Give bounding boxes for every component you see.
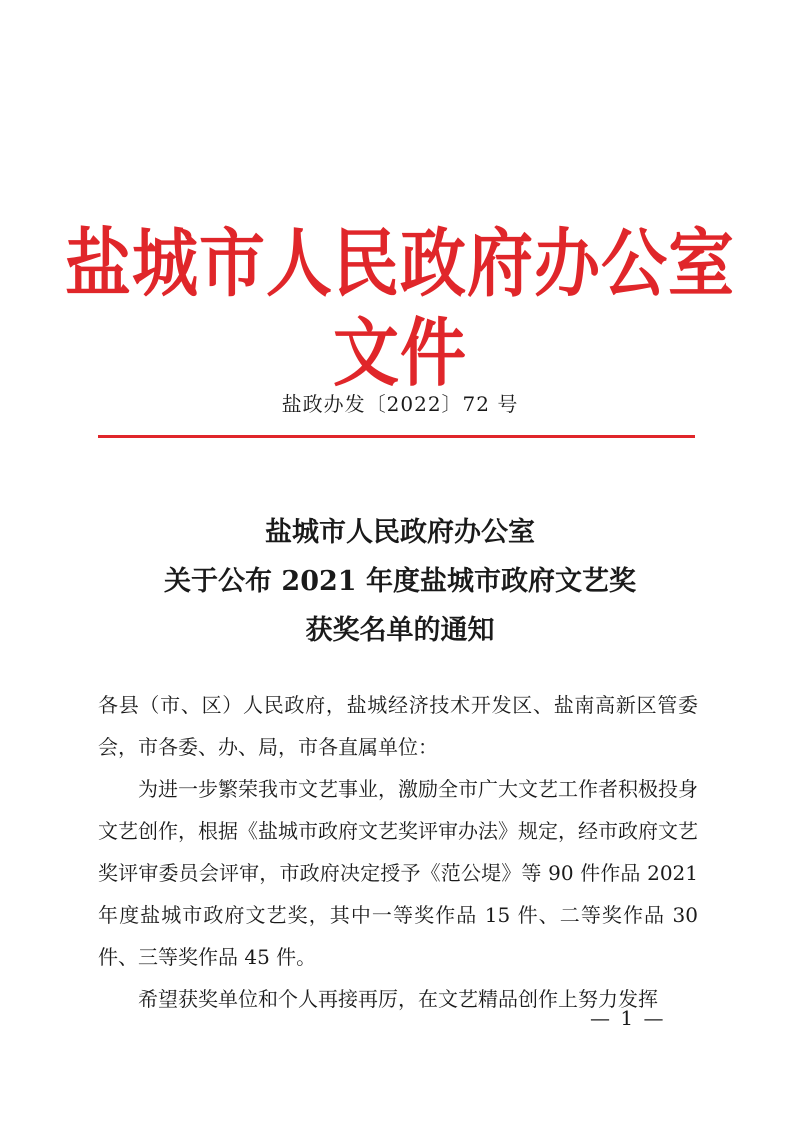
masthead-title: 盐城市人民政府办公室文件 bbox=[65, 219, 735, 397]
addressee-paragraph: 各县（市、区）人民政府，盐城经济技术开发区、盐南高新区管委会，市各委、办、局，市各直属单位： bbox=[98, 693, 698, 759]
body-paragraph-1: 为进一步繁荣我市文艺事业，激励全市广大文艺工作者积极投身文艺创作，根据《盐城市政府文艺奖评审办法》规定，经市政府文艺奖评审委员会评审，市政府决定授予《范公堤》等 90 件作品 2021 年度盐城市政府文艺奖，其中一等奖作品 15 件、二等奖作品 30 件、三等奖作品 45 件。 bbox=[98, 777, 698, 969]
notice-title bbox=[60, 508, 740, 655]
title-line-3: 获奖名单的通知 bbox=[305, 615, 495, 646]
title-line-2: 关于公布 2021 年度盐城市政府文艺奖 bbox=[164, 566, 636, 597]
body-paragraph-2: 希望获奖单位和个人再接再厉，在文艺精品创作上努力发挥 bbox=[138, 987, 658, 1011]
title-line-1: 盐城市人民政府办公室 bbox=[265, 517, 535, 548]
notice-body bbox=[98, 684, 698, 1020]
document-number: 盐政办发〔2022〕72 号 bbox=[281, 392, 519, 416]
red-divider-line bbox=[98, 435, 695, 438]
page-number: — 1 — bbox=[590, 1006, 666, 1030]
